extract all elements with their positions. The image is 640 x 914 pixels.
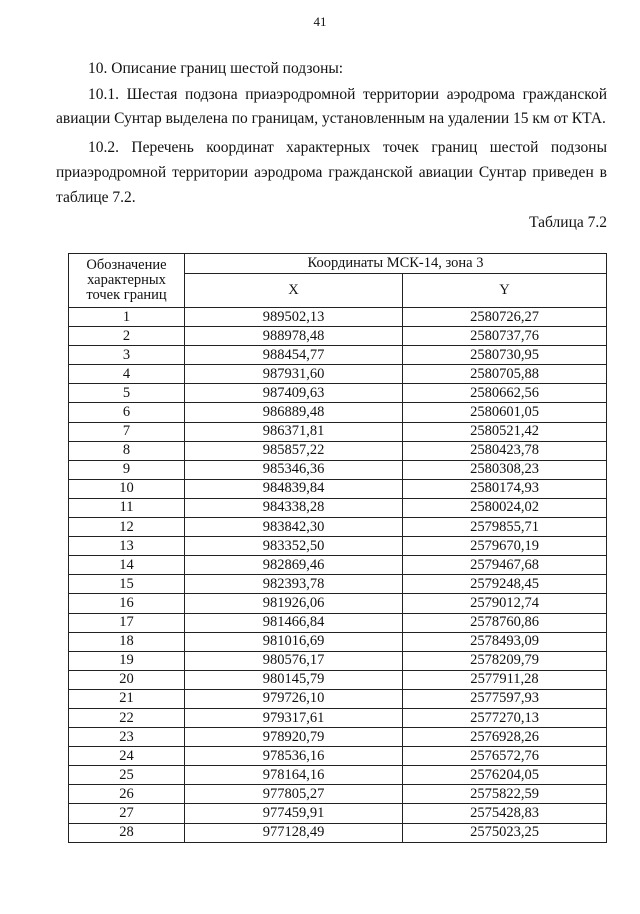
point-number-cell: 2 (69, 327, 185, 346)
y-coordinate-cell: 2580726,27 (403, 308, 607, 327)
x-coordinate-cell: 989502,13 (185, 308, 403, 327)
point-number-cell: 18 (69, 632, 185, 651)
table-row (69, 365, 607, 384)
table-row (69, 670, 607, 689)
point-number-cell: 20 (69, 670, 185, 689)
x-coordinate-cell: 977128,49 (185, 823, 403, 842)
table-row (69, 498, 607, 517)
table-row (69, 689, 607, 708)
header-point-designation (69, 254, 185, 308)
y-coordinate-cell: 2580737,76 (403, 327, 607, 346)
point-number-cell: 13 (69, 537, 185, 556)
y-coordinate-cell: 2580705,88 (403, 365, 607, 384)
x-coordinate-cell: 981016,69 (185, 632, 403, 651)
point-number-cell: 14 (69, 556, 185, 575)
point-number-cell: 7 (69, 422, 185, 441)
x-coordinate-cell: 977805,27 (185, 785, 403, 804)
y-coordinate-cell: 2580308,23 (403, 460, 607, 479)
table-row (69, 785, 607, 804)
y-coordinate-cell: 2578209,79 (403, 651, 607, 670)
table-row (69, 632, 607, 651)
x-coordinate-cell: 985857,22 (185, 441, 403, 460)
table-row (69, 537, 607, 556)
x-coordinate-cell: 982869,46 (185, 556, 403, 575)
x-coordinate-cell: 987931,60 (185, 365, 403, 384)
y-coordinate-cell: 2575428,83 (403, 804, 607, 823)
header-x: X (185, 274, 403, 308)
x-coordinate-cell: 980145,79 (185, 670, 403, 689)
header-coordinates: Координаты МСК-14, зона 3 (185, 254, 607, 274)
para1-line2: авиации Сунтар выделена по границам, установленным на удалении 15 км от КТА. (56, 110, 606, 127)
y-coordinate-cell: 2580174,93 (403, 479, 607, 498)
table-row (69, 384, 607, 403)
table-row (69, 575, 607, 594)
table-row (69, 594, 607, 613)
header-point-line2: характерных (87, 272, 166, 288)
point-number-cell: 16 (69, 594, 185, 613)
table-row (69, 766, 607, 785)
x-coordinate-cell: 987409,63 (185, 384, 403, 403)
x-coordinate-cell: 977459,91 (185, 804, 403, 823)
table-row (69, 804, 607, 823)
point-number-cell: 11 (69, 498, 185, 517)
y-coordinate-cell: 2579467,68 (403, 556, 607, 575)
point-number-cell: 25 (69, 766, 185, 785)
point-number-cell: 15 (69, 575, 185, 594)
y-coordinate-cell: 2578760,86 (403, 613, 607, 632)
y-coordinate-cell: 2580521,42 (403, 422, 607, 441)
y-coordinate-cell: 2580662,56 (403, 384, 607, 403)
x-coordinate-cell: 978920,79 (185, 728, 403, 747)
table-row (69, 747, 607, 766)
y-coordinate-cell: 2576204,05 (403, 766, 607, 785)
y-coordinate-cell: 2576572,76 (403, 747, 607, 766)
point-number-cell: 26 (69, 785, 185, 804)
section-heading: 10. Описание границ шестой подзоны: (88, 60, 344, 77)
table-row (69, 346, 607, 365)
x-coordinate-cell: 988978,48 (185, 327, 403, 346)
point-number-cell: 9 (69, 460, 185, 479)
x-coordinate-cell: 984338,28 (185, 498, 403, 517)
x-coordinate-cell: 983352,50 (185, 537, 403, 556)
x-coordinate-cell: 988454,77 (185, 346, 403, 365)
header-point-line3: точек границ (86, 287, 167, 303)
table-row (69, 556, 607, 575)
x-coordinate-cell: 986371,81 (185, 422, 403, 441)
table-row (69, 441, 607, 460)
coordinates-table (68, 253, 607, 843)
point-number-cell: 12 (69, 518, 185, 537)
point-number-cell: 6 (69, 403, 185, 422)
point-number-cell: 23 (69, 728, 185, 747)
table-row (69, 403, 607, 422)
y-coordinate-cell: 2580024,02 (403, 498, 607, 517)
y-coordinate-cell: 2579012,74 (403, 594, 607, 613)
y-coordinate-cell: 2579855,71 (403, 518, 607, 537)
y-coordinate-cell: 2575023,25 (403, 823, 607, 842)
y-coordinate-cell: 2580601,05 (403, 403, 607, 422)
x-coordinate-cell: 985346,36 (185, 460, 403, 479)
table-row (69, 518, 607, 537)
y-coordinate-cell: 2577597,93 (403, 689, 607, 708)
table-row (69, 327, 607, 346)
y-coordinate-cell: 2575822,59 (403, 785, 607, 804)
table-row (69, 728, 607, 747)
x-coordinate-cell: 986889,48 (185, 403, 403, 422)
point-number-cell: 17 (69, 613, 185, 632)
table-row (69, 613, 607, 632)
x-coordinate-cell: 980576,17 (185, 651, 403, 670)
table-row (69, 823, 607, 842)
x-coordinate-cell: 982393,78 (185, 575, 403, 594)
header-y: Y (403, 274, 607, 308)
table-row (69, 708, 607, 727)
x-coordinate-cell: 981926,06 (185, 594, 403, 613)
point-number-cell: 27 (69, 804, 185, 823)
point-number-cell: 3 (69, 346, 185, 365)
para2-line3: таблице 7.2. (56, 189, 136, 206)
y-coordinate-cell: 2579248,45 (403, 575, 607, 594)
y-coordinate-cell: 2577911,28 (403, 670, 607, 689)
header-point-line1: Обозначение (86, 257, 167, 273)
x-coordinate-cell: 979317,61 (185, 708, 403, 727)
table-row (69, 422, 607, 441)
point-number-cell: 8 (69, 441, 185, 460)
page-number: 41 (313, 14, 327, 29)
x-coordinate-cell: 984839,84 (185, 479, 403, 498)
table-row (69, 651, 607, 670)
x-coordinate-cell: 978536,16 (185, 747, 403, 766)
point-number-cell: 24 (69, 747, 185, 766)
para1-line1: 10.1. Шестая подзона приаэродромной территории аэродрома гражданской (88, 86, 607, 103)
y-coordinate-cell: 2580730,95 (403, 346, 607, 365)
point-number-cell: 22 (69, 708, 185, 727)
table-row (69, 460, 607, 479)
y-coordinate-cell: 2578493,09 (403, 632, 607, 651)
y-coordinate-cell: 2580423,78 (403, 441, 607, 460)
table-row (69, 308, 607, 327)
x-coordinate-cell: 978164,16 (185, 766, 403, 785)
point-number-cell: 1 (69, 308, 185, 327)
table-row (69, 479, 607, 498)
y-coordinate-cell: 2576928,26 (403, 728, 607, 747)
para2-line1: 10.2. Перечень координат характерных точек границ шестой подзоны (88, 139, 607, 156)
y-coordinate-cell: 2579670,19 (403, 537, 607, 556)
para2-line2: приаэродромной территории аэродрома гражданской авиации Сунтар приведен в (56, 164, 607, 181)
point-number-cell: 19 (69, 651, 185, 670)
x-coordinate-cell: 979726,10 (185, 689, 403, 708)
point-number-cell: 5 (69, 384, 185, 403)
x-coordinate-cell: 983842,30 (185, 518, 403, 537)
y-coordinate-cell: 2577270,13 (403, 708, 607, 727)
point-number-cell: 21 (69, 689, 185, 708)
table-body (69, 308, 607, 843)
x-coordinate-cell: 981466,84 (185, 613, 403, 632)
point-number-cell: 4 (69, 365, 185, 384)
point-number-cell: 10 (69, 479, 185, 498)
table-caption: Таблица 7.2 (529, 214, 607, 231)
point-number-cell: 28 (69, 823, 185, 842)
